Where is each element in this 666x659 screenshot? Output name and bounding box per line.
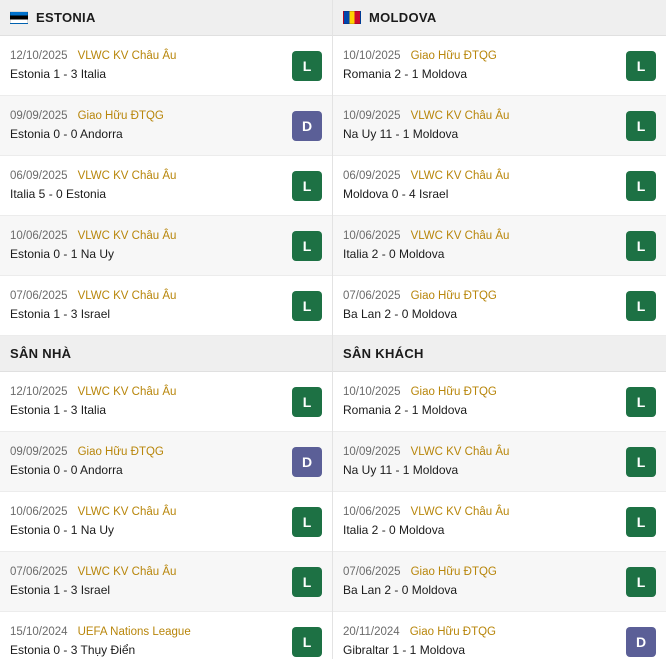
match-info <box>343 506 618 537</box>
match-score: Gibraltar 1 - 1 Moldova <box>343 643 466 657</box>
match-date: 12/10/2025 <box>10 386 68 398</box>
match-competition: UEFA Nations League <box>77 626 191 638</box>
match-row[interactable] <box>0 612 332 659</box>
result-badge: L <box>292 627 322 657</box>
match-info <box>10 446 284 477</box>
match-score: Italia 2 - 0 Moldova <box>343 523 445 537</box>
match-meta <box>10 290 284 302</box>
match-score: Ba Lan 2 - 0 Moldova <box>343 307 458 321</box>
match-list-moldova <box>333 36 666 336</box>
match-meta <box>343 290 618 302</box>
match-date: 15/10/2024 <box>10 626 68 638</box>
match-row[interactable] <box>0 36 332 96</box>
match-info <box>10 50 284 81</box>
match-info <box>343 446 618 477</box>
match-meta <box>343 386 618 398</box>
result-badge: D <box>626 627 656 657</box>
match-row[interactable] <box>333 216 666 276</box>
match-info <box>10 110 284 141</box>
match-info <box>343 50 618 81</box>
match-info <box>10 566 284 597</box>
section-title: MOLDOVA <box>369 10 437 25</box>
result-badge: D <box>292 111 322 141</box>
result-badge: L <box>626 171 656 201</box>
match-score: Na Uy 11 - 1 Moldova <box>343 127 459 141</box>
match-score: Romania 2 - 1 Moldova <box>343 67 468 81</box>
match-date: 12/10/2025 <box>10 50 68 62</box>
match-competition: Giao Hữu ĐTQG <box>410 50 497 62</box>
away-team-column <box>333 0 666 659</box>
section-header-estonia <box>0 0 332 36</box>
match-meta <box>343 110 618 122</box>
match-row[interactable] <box>0 96 332 156</box>
match-score: Romania 2 - 1 Moldova <box>343 403 468 417</box>
match-meta <box>343 50 618 62</box>
section-title: SÂN KHÁCH <box>343 346 424 361</box>
match-meta <box>343 506 618 518</box>
match-score: Na Uy 11 - 1 Moldova <box>343 463 459 477</box>
match-competition: Giao Hữu ĐTQG <box>410 290 497 302</box>
match-competition: Giao Hữu ĐTQG <box>410 566 497 578</box>
match-meta <box>10 626 284 638</box>
match-date: 10/09/2025 <box>343 446 401 458</box>
match-competition: VLWC KV Châu Âu <box>77 290 177 302</box>
match-score: Estonia 0 - 0 Andorra <box>10 463 123 477</box>
match-info <box>10 290 284 321</box>
section-header-home <box>0 336 332 372</box>
match-meta <box>10 566 284 578</box>
match-meta <box>343 230 618 242</box>
result-badge: L <box>292 387 322 417</box>
match-meta <box>343 566 618 578</box>
match-date: 10/10/2025 <box>343 386 401 398</box>
match-competition: Giao Hữu ĐTQG <box>77 446 164 458</box>
match-list-away <box>333 372 666 659</box>
match-date: 07/06/2025 <box>10 290 68 302</box>
match-row[interactable] <box>333 612 666 659</box>
match-row[interactable] <box>0 552 332 612</box>
result-badge: L <box>292 231 322 261</box>
match-row[interactable] <box>0 216 332 276</box>
result-badge: D <box>292 447 322 477</box>
match-info <box>10 170 284 201</box>
section-header-away <box>333 336 666 372</box>
match-info <box>343 170 618 201</box>
match-score: Italia 2 - 0 Moldova <box>343 247 445 261</box>
result-badge: L <box>292 51 322 81</box>
result-badge: L <box>292 567 322 597</box>
result-badge: L <box>626 51 656 81</box>
match-row[interactable] <box>333 552 666 612</box>
match-meta <box>10 446 284 458</box>
match-competition: VLWC KV Châu Âu <box>77 386 177 398</box>
result-badge: L <box>626 231 656 261</box>
match-row[interactable] <box>0 276 332 336</box>
match-info <box>343 290 618 321</box>
result-badge: L <box>292 171 322 201</box>
match-date: 07/06/2025 <box>343 290 401 302</box>
match-date: 10/06/2025 <box>343 230 401 242</box>
match-row[interactable] <box>0 432 332 492</box>
match-info <box>10 230 284 261</box>
match-meta <box>343 626 618 638</box>
match-score: Estonia 0 - 3 Thụy Điển <box>10 643 136 657</box>
match-row[interactable] <box>333 156 666 216</box>
match-competition: VLWC KV Châu Âu <box>77 566 177 578</box>
match-list-estonia <box>0 36 332 336</box>
match-competition: VLWC KV Châu Âu <box>410 446 510 458</box>
match-meta <box>343 446 618 458</box>
match-date: 10/09/2025 <box>343 110 401 122</box>
match-meta <box>10 110 284 122</box>
result-badge: L <box>626 507 656 537</box>
match-info <box>343 386 618 417</box>
match-date: 06/09/2025 <box>10 170 68 182</box>
match-row[interactable] <box>333 492 666 552</box>
match-date: 09/09/2025 <box>10 446 68 458</box>
result-badge: L <box>626 567 656 597</box>
match-date: 07/06/2025 <box>10 566 68 578</box>
match-score: Estonia 1 - 3 Italia <box>10 403 107 417</box>
match-competition: VLWC KV Châu Âu <box>77 50 177 62</box>
match-competition: Giao Hữu ĐTQG <box>409 626 497 638</box>
match-competition: VLWC KV Châu Âu <box>410 110 510 122</box>
match-info <box>343 626 618 657</box>
match-date: 06/09/2025 <box>343 170 401 182</box>
estonia-flag-icon <box>10 11 28 24</box>
match-row[interactable] <box>333 372 666 432</box>
match-meta <box>10 170 284 182</box>
match-competition: VLWC KV Châu Âu <box>410 230 510 242</box>
match-row[interactable] <box>0 156 332 216</box>
match-info <box>343 566 618 597</box>
match-score: Estonia 1 - 3 Italia <box>10 67 107 81</box>
match-score: Estonia 1 - 3 Israel <box>10 307 111 321</box>
match-list-home <box>0 372 332 659</box>
match-info <box>10 386 284 417</box>
match-competition: VLWC KV Châu Âu <box>410 506 510 518</box>
match-score: Ba Lan 2 - 0 Moldova <box>343 583 458 597</box>
match-row[interactable] <box>333 276 666 336</box>
match-competition: Giao Hữu ĐTQG <box>410 386 497 398</box>
section-title: SÂN NHÀ <box>10 346 72 361</box>
match-meta <box>10 386 284 398</box>
result-badge: L <box>292 291 322 321</box>
match-date: 09/09/2025 <box>10 110 68 122</box>
match-row[interactable] <box>333 432 666 492</box>
match-score: Italia 5 - 0 Estonia <box>10 187 107 201</box>
match-score: Estonia 0 - 1 Na Uy <box>10 247 115 261</box>
match-row[interactable] <box>0 492 332 552</box>
match-competition: VLWC KV Châu Âu <box>410 170 510 182</box>
match-info <box>343 110 618 141</box>
section-title: ESTONIA <box>36 10 96 25</box>
result-badge: L <box>626 291 656 321</box>
match-row[interactable] <box>333 36 666 96</box>
match-date: 07/06/2025 <box>343 566 401 578</box>
match-competition: VLWC KV Châu Âu <box>77 170 177 182</box>
match-competition: VLWC KV Châu Âu <box>77 506 177 518</box>
section-header-moldova <box>333 0 666 36</box>
match-date: 10/06/2025 <box>10 506 68 518</box>
match-meta <box>343 170 618 182</box>
match-date: 10/06/2025 <box>343 506 401 518</box>
match-date: 10/06/2025 <box>10 230 68 242</box>
match-meta <box>10 230 284 242</box>
match-row[interactable] <box>333 96 666 156</box>
result-badge: L <box>626 111 656 141</box>
result-badge: L <box>292 507 322 537</box>
result-badge: L <box>626 387 656 417</box>
match-score: Estonia 0 - 1 Na Uy <box>10 523 115 537</box>
match-row[interactable] <box>0 372 332 432</box>
match-meta <box>10 506 284 518</box>
result-badge: L <box>626 447 656 477</box>
match-competition: Giao Hữu ĐTQG <box>77 110 164 122</box>
match-date: 20/11/2024 <box>343 626 400 638</box>
match-competition: VLWC KV Châu Âu <box>77 230 177 242</box>
match-info <box>343 230 618 261</box>
match-score: Estonia 0 - 0 Andorra <box>10 127 123 141</box>
moldova-flag-icon <box>343 11 361 24</box>
match-score: Estonia 1 - 3 Israel <box>10 583 111 597</box>
match-info <box>10 626 284 657</box>
match-score: Moldova 0 - 4 Israel <box>343 187 449 201</box>
match-meta <box>10 50 284 62</box>
match-date: 10/10/2025 <box>343 50 401 62</box>
match-info <box>10 506 284 537</box>
